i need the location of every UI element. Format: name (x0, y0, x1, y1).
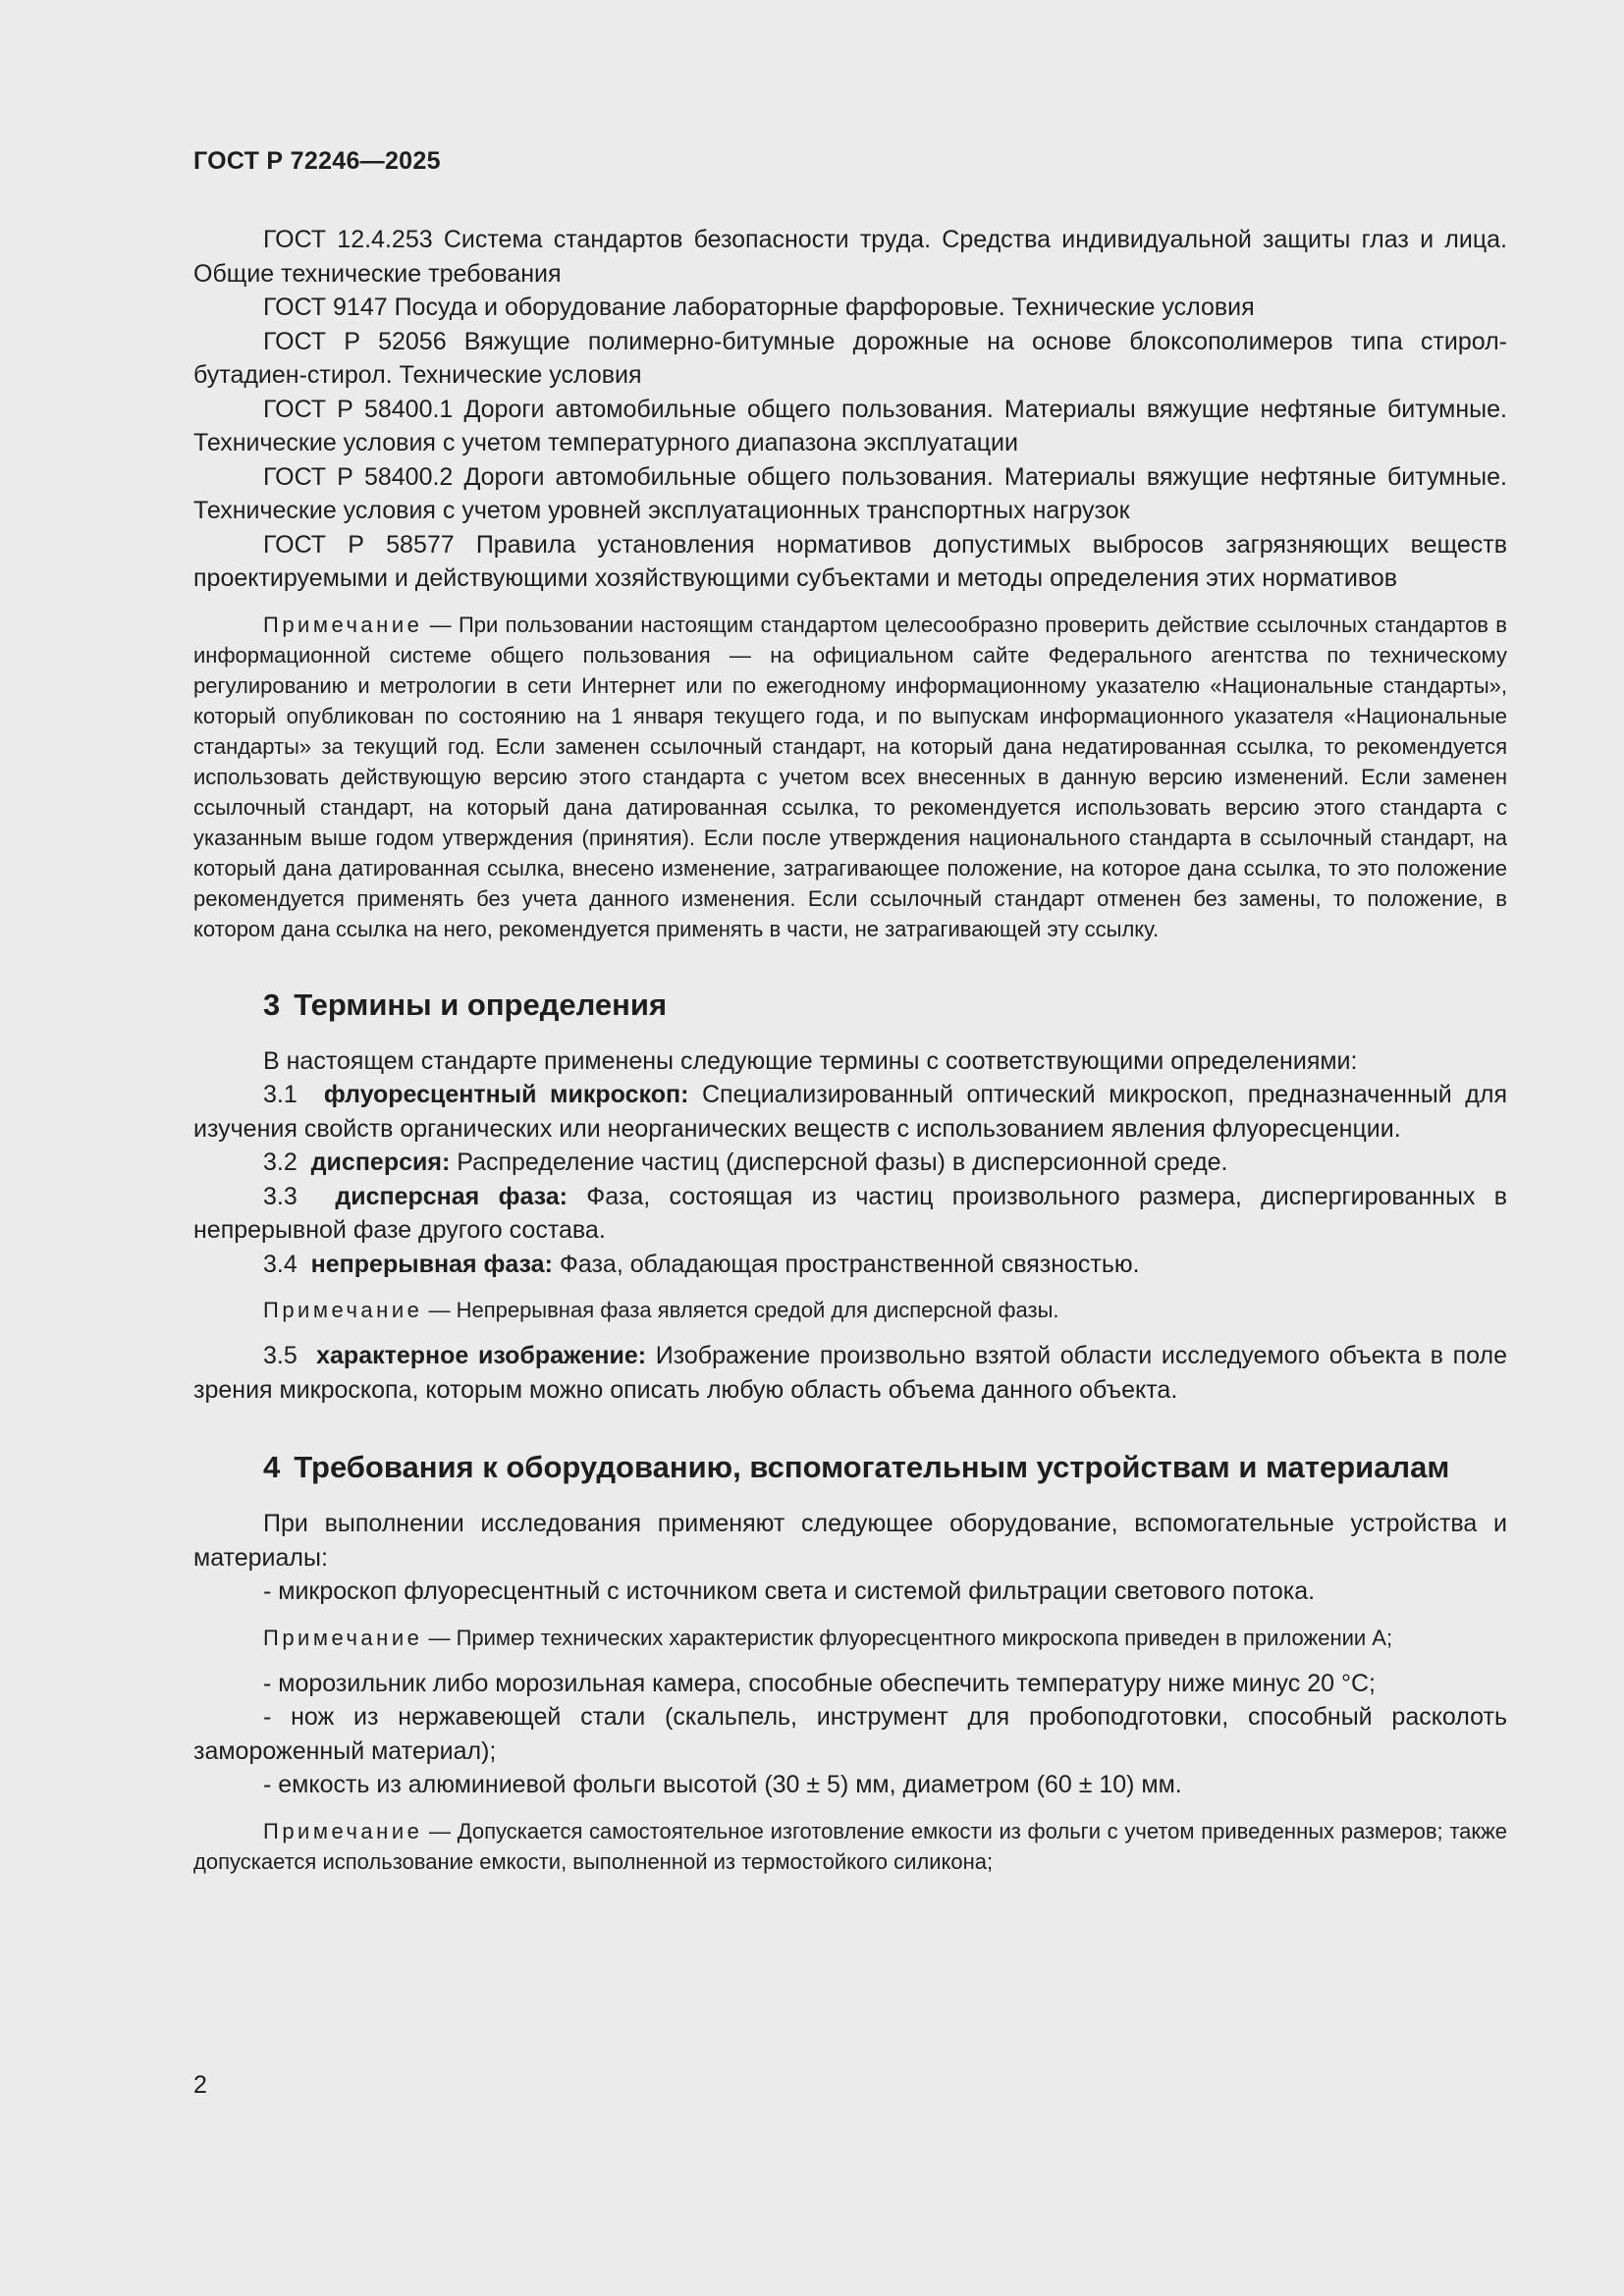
section-title: Термины и определения (294, 987, 668, 1022)
term-name: характерное изображение: (316, 1342, 647, 1369)
note-text: — Допускается самостоятельное изготовление емкости из фольги с учетом приведенных размеров; также допускается использование емкости, выполненной из термостойкого силикона; (193, 1818, 1507, 1874)
page-number: 2 (193, 2071, 207, 2099)
section-4-heading (263, 1448, 1507, 1487)
note-references (193, 610, 1507, 944)
term-name: дисперсия: (310, 1148, 451, 1176)
equipment-item: - нож из нержавеющей стали (скальпель, инструмент для пробоподготовки, способный расколоть замороженный материал); (193, 1703, 1507, 1765)
note-continuous-phase (193, 1295, 1507, 1325)
term-text: Распределение частиц (дисперсной фазы) в дисперсионной среде. (450, 1148, 1228, 1176)
document-page (193, 147, 1507, 1891)
note-text: — Пример технических характеристик флуоресцентного микроскопа приведен в приложении А; (422, 1625, 1393, 1650)
section-intro: В настоящем стандарте применены следующие термины с соответствующими определениями: (263, 1046, 1358, 1075)
note-text: — Непрерывная фаза является средой для дисперсной фазы. (422, 1298, 1059, 1322)
term-number: 3.4 (263, 1250, 298, 1278)
reference-item: ГОСТ Р 58577 Правила установления нормативов допустимых выбросов загрязняющих веществ проектируемыми и действующими хозяйствующими субъектами и методы определения этих нормативов (193, 530, 1507, 592)
term-definition (193, 1248, 1507, 1282)
equipment-item: - емкость из алюминиевой фольги высотой (30 ± 5) мм, диаметром (60 ± 10) мм. (263, 1771, 1182, 1798)
term-definition (193, 1078, 1507, 1146)
section-3-heading (263, 986, 1507, 1025)
note-text: — При пользовании настоящим стандартом целесообразно проверить действие ссылочных стандартов в информационной системе общего пользования — на официальном сайте Федерального агентства по техническому регулированию и метрологии в сети Интернет или по ежегодному информационному указателю «Национальные стандарты», который опубликован по состоянию на 1 января текущего года, и по выпускам информационного указателя «Национальные стандарты» за текущий год. Если заменен ссылочный стандарт, на который дана недатированная ссылка, то рекомендуется использовать действующую версию этого стандарта с учетом всех внесенных в данную версию изменений. Если заменен ссылочный стандарт, на который дана датированная ссылка, то рекомендуется использовать версию этого стандарта с указанным выше годом утверждения (принятия). Если после утверждения национального стандарта в ссылочный стандарт, на который дана датированная ссылка, внесено изменение, затрагивающее положение, на которое дана ссылка, то это положение рекомендуется применять без учета данного изменения. Если ссылочный стандарт отменен без замены, то положение, в котором дана ссылка на него, рекомендуется применять в части, не затрагивающей эту ссылку. (193, 612, 1507, 941)
note-label: Примечание (263, 612, 423, 637)
term-definition (193, 1146, 1507, 1180)
term-definition (193, 1339, 1507, 1407)
term-number: 3.2 (263, 1148, 298, 1176)
term-name: дисперсная фаза: (335, 1182, 568, 1210)
section-number: 4 (263, 1450, 281, 1484)
document-header: ГОСТ Р 72246—2025 (193, 147, 441, 175)
term-text: Специализированный оптический микроскоп, предназначенный для изучения свойств органических или неорганических веществ с использованием явления флуоресценции. (193, 1081, 1507, 1143)
section-intro: При выполнении исследования применяют следующее оборудование, вспомогательные устройства и материалы: (193, 1510, 1507, 1572)
term-text: Фаза, обладающая пространственной связностью. (552, 1250, 1140, 1278)
section-title: Требования к оборудованию, вспомогательным устройствам и материалам (294, 1450, 1450, 1484)
term-number: 3.1 (263, 1081, 298, 1108)
reference-item: ГОСТ Р 52056 Вяжущие полимерно-битумные дорожные на основе блоксополимеров типа стирол-бутадиен-стирол. Технические условия (193, 327, 1507, 389)
term-number: 3.3 (263, 1182, 298, 1210)
note-label: Примечание (263, 1298, 423, 1322)
term-definition (193, 1180, 1507, 1248)
reference-item: ГОСТ 9147 Посуда и оборудование лабораторные фарфоровые. Технические условия (263, 294, 1255, 321)
equipment-item: - морозильник либо морозильная камера, способные обеспечить температуру ниже минус 20 °С; (263, 1669, 1376, 1697)
term-text: Изображение произвольно взятой области исследуемого объекта в поле зрения микроскопа, которым можно описать любую область объема данного объекта. (193, 1342, 1507, 1404)
section-number: 3 (263, 987, 281, 1022)
term-number: 3.5 (263, 1342, 298, 1369)
note-microscope (193, 1623, 1507, 1653)
reference-item: ГОСТ Р 58400.1 Дороги автомобильные общего пользования. Материалы вяжущие нефтяные битумные. Технические условия с учетом температурного диапазона эксплуатации (193, 395, 1507, 456)
equipment-item: - микроскоп флуоресцентный с источником света и системой фильтрации светового потока. (263, 1577, 1316, 1605)
note-label: Примечание (263, 1625, 423, 1650)
term-name: флуоресцентный микроскоп: (323, 1081, 689, 1108)
term-name: непрерывная фаза: (310, 1250, 553, 1278)
reference-item: ГОСТ 12.4.253 Система стандартов безопасности труда. Средства индивидуальной защиты глаз и лица. Общие технические требования (193, 226, 1507, 288)
term-text: Фаза, состоящая из частиц произвольного размера, диспергированных в непрерывной фазе другого состава. (193, 1182, 1507, 1244)
note-label: Примечание (263, 1818, 423, 1843)
note-container (193, 1816, 1507, 1877)
reference-item: ГОСТ Р 58400.2 Дороги автомобильные общего пользования. Материалы вяжущие нефтяные битумные. Технические условия с учетом уровней эксплуатационных транспортных нагрузок (193, 462, 1507, 524)
